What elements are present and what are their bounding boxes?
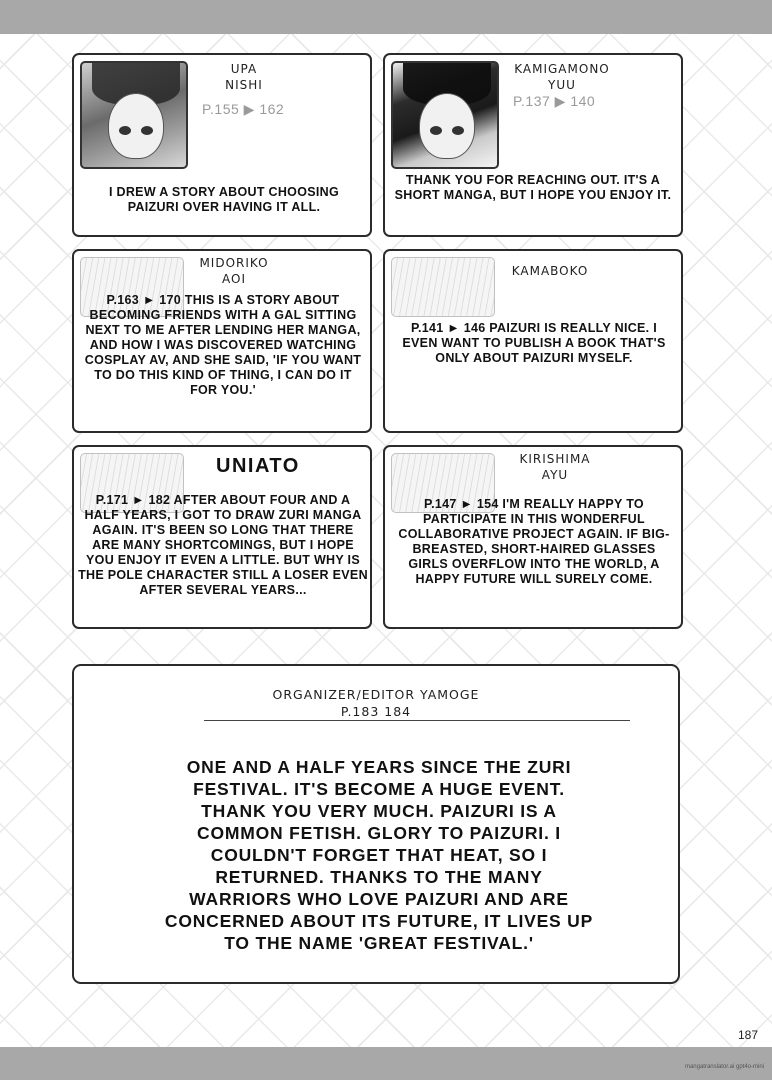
author-card-kamigamono-yuu [383,53,683,237]
editor-heading [74,686,678,720]
author-message: I DREW A STORY ABOUT CHOOSING PAIZURI OVER HAVING IT ALL. [108,185,339,214]
author-portrait-image [80,61,188,169]
author-card-kirishima-ayu [383,445,683,629]
page-range: P.155 ▶ 162 [202,101,285,117]
author-message: P.147 ► 154 I'M REALLY HAPPY TO PARTICIPATE IN THIS WONDERFUL COLLABORATIVE PROJECT AGAIN. IF BIG-BREASTED, SHORT-HAIRED GLASSES GIRLS OVERFLOW INTO THE WORLD, A HAPPY FUTURE WILL SURELY COME. [398,497,670,586]
author-name: KAMIGAMONO YUU [514,62,610,92]
author-card-midoriko-aoi [72,249,372,433]
editor-title: ORGANIZER/EDITOR YAMOGE [272,687,480,702]
author-card-upa-nishi [72,53,372,237]
author-name: UPA NISHI [225,62,263,92]
page-number: 187 [737,1028,758,1042]
author-message: THANK YOU FOR REACHING OUT. IT'S A SHORT MANGA, BUT I HOPE YOU ENJOY IT. [394,173,672,202]
author-name: UNIATO [216,455,300,477]
author-name: KAMABOKO [511,264,589,278]
editor-message: ONE AND A HALF YEARS SINCE THE ZURI FESTIVAL. IT'S BECOME A HUGE EVENT. THANK YOU VERY MUCH. PAIZURI IS A COMMON FETISH. GLORY TO PAIZURI. I COULDN'T FORGET THAT HEAT, SO I RETURNED. THANKS TO THE MANY WARRIORS WHO LOVE PAIZURI AND ARE CONCERNED ABOUT ITS FUTURE, IT LIVES UP TO THE NAME 'GREAT FESTIVAL.' [164,757,594,953]
page-range: P.137 ▶ 140 [513,93,596,109]
author-card-kamaboko [383,249,683,433]
editor-card-yamoge [72,664,680,984]
editor-pages: P.183 184 [340,704,412,719]
author-card-uniato [72,445,372,629]
bottom-band [0,1047,772,1080]
author-portrait-image [391,61,499,169]
author-portrait-image [391,257,495,317]
top-band [0,0,772,34]
author-message: P.163 ► 170 THIS IS A STORY ABOUT BECOMING FRIENDS WITH A GAL SITTING NEXT TO ME AFTER LENDING HER MANGA, AND HOW I WAS DISCOVERED WATCHING COSPLAY AV, AND SHE SAID, 'IF YOU WANT TO DO THIS KIND OF THING, I CAN DO IT FOR YOU.' [84,293,362,397]
author-name: KIRISHIMA AYU [519,452,591,482]
author-message: P.171 ► 182 AFTER ABOUT FOUR AND A HALF YEARS, I GOT TO DRAW ZURI MANGA AGAIN. IT'S BEEN SO LONG THAT THERE ARE MANY SHORTCOMINGS, BUT I HOPE YOU ENJOY IT EVEN A LITTLE. BUT WHY IS THE POLE CHARACTER STILL A LOSER EVEN AFTER SEVERAL YEARS... [78,493,368,597]
watermark-credit: mangatranslator.ai gpt4o-mini [684,1064,764,1070]
author-name: MIDORIKO AOI [199,256,269,286]
author-message: P.141 ► 146 PAIZURI IS REALLY NICE. I EVEN WANT TO PUBLISH A BOOK THAT'S ONLY ABOUT PAIZURI MYSELF. [402,321,666,365]
editor-divider [204,720,630,721]
